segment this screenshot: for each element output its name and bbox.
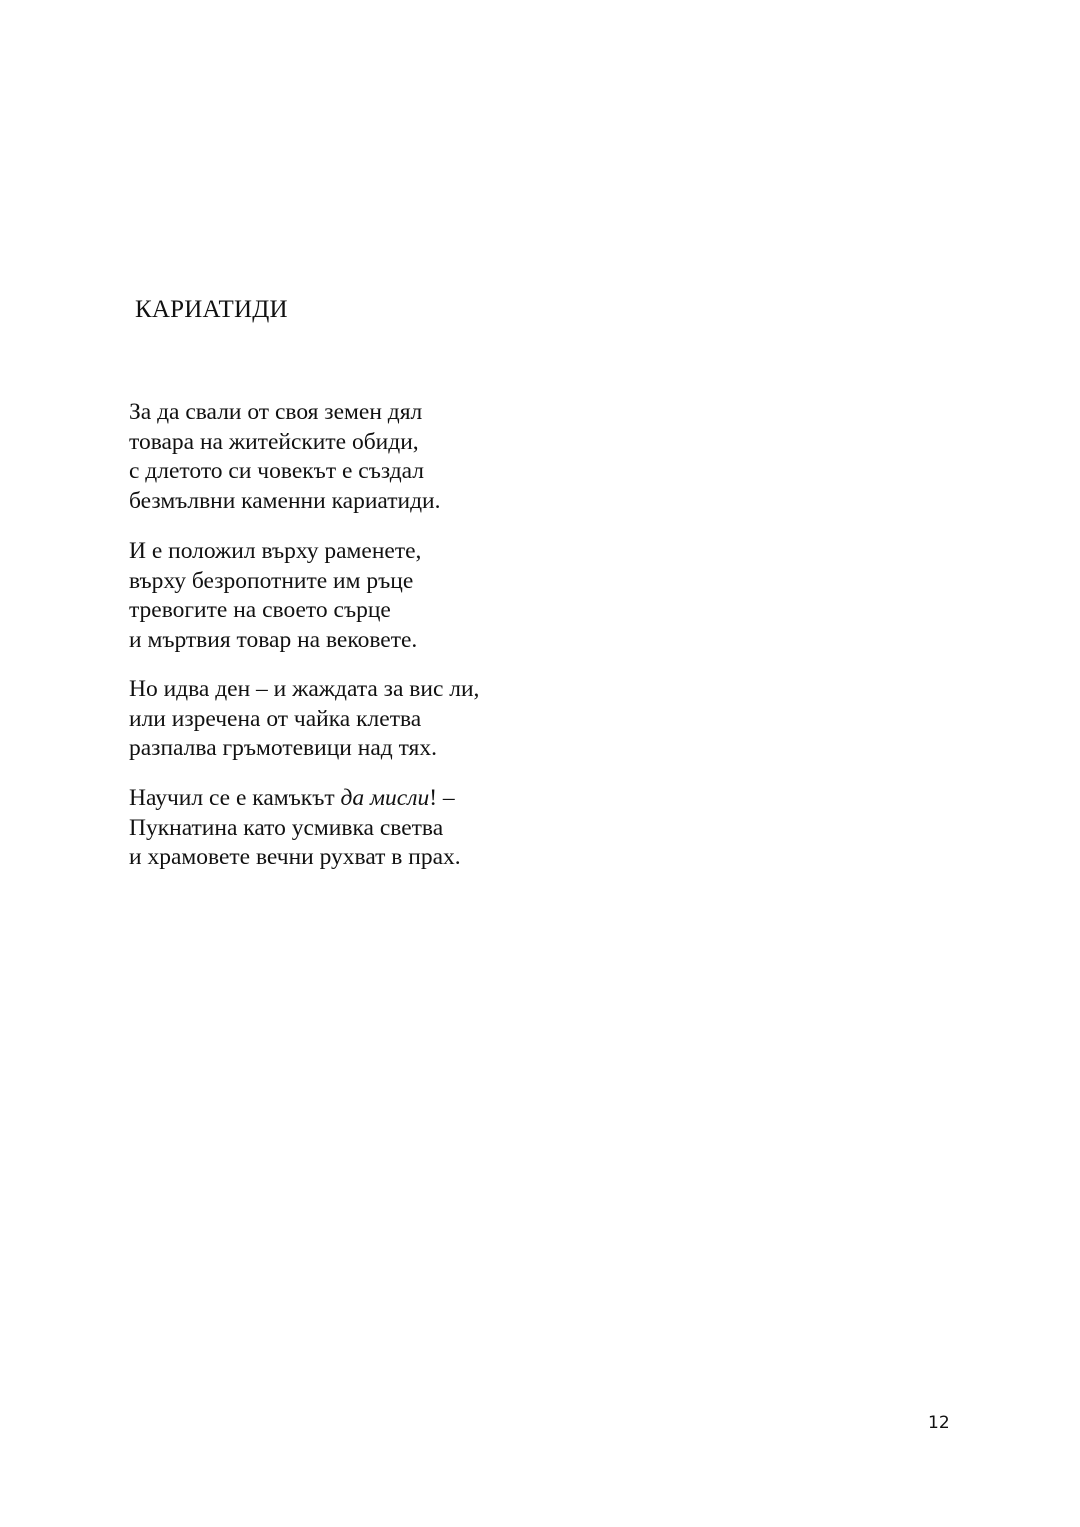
poem-line: Но идва ден – и жаждата за вис ли, (129, 676, 480, 702)
poem-line: товара на житейските обиди, (129, 428, 419, 455)
stanza-1 (129, 398, 440, 516)
line-text: Научил се е камъкът (129, 785, 341, 811)
poem-line: и храмовете вечни рухват в прах. (129, 844, 461, 870)
italic-emphasis: да мисли (340, 785, 430, 811)
poem-line: И е положил върху раменете, (129, 538, 422, 564)
poem-line-with-emphasis (129, 784, 461, 814)
poem-line: разпалва гръмотевици над тях. (129, 735, 437, 761)
poem-line: или изречена от чайка клетва (129, 705, 422, 732)
poem-line: За да свали от своя земен дял (129, 399, 423, 425)
poem-title: КАРИАТИДИ (135, 296, 288, 323)
poem-line: Пукнатина като усмивка светва (129, 814, 444, 841)
poem-line: и мъртвия товар на вековете. (129, 626, 418, 653)
poem-line: върху безропотните им ръце (129, 567, 414, 594)
line-text: ! – (429, 785, 455, 811)
stanza-2 (129, 537, 421, 655)
stanza-4 (129, 784, 461, 873)
poem-line: с длетото си човекът е създал (129, 458, 425, 484)
page-number: 12 (928, 1413, 950, 1433)
stanza-3 (129, 675, 479, 764)
poem-line: тревогите на своето сърце (129, 597, 391, 623)
poem-line: безмълвни каменни кариатиди. (129, 487, 441, 514)
